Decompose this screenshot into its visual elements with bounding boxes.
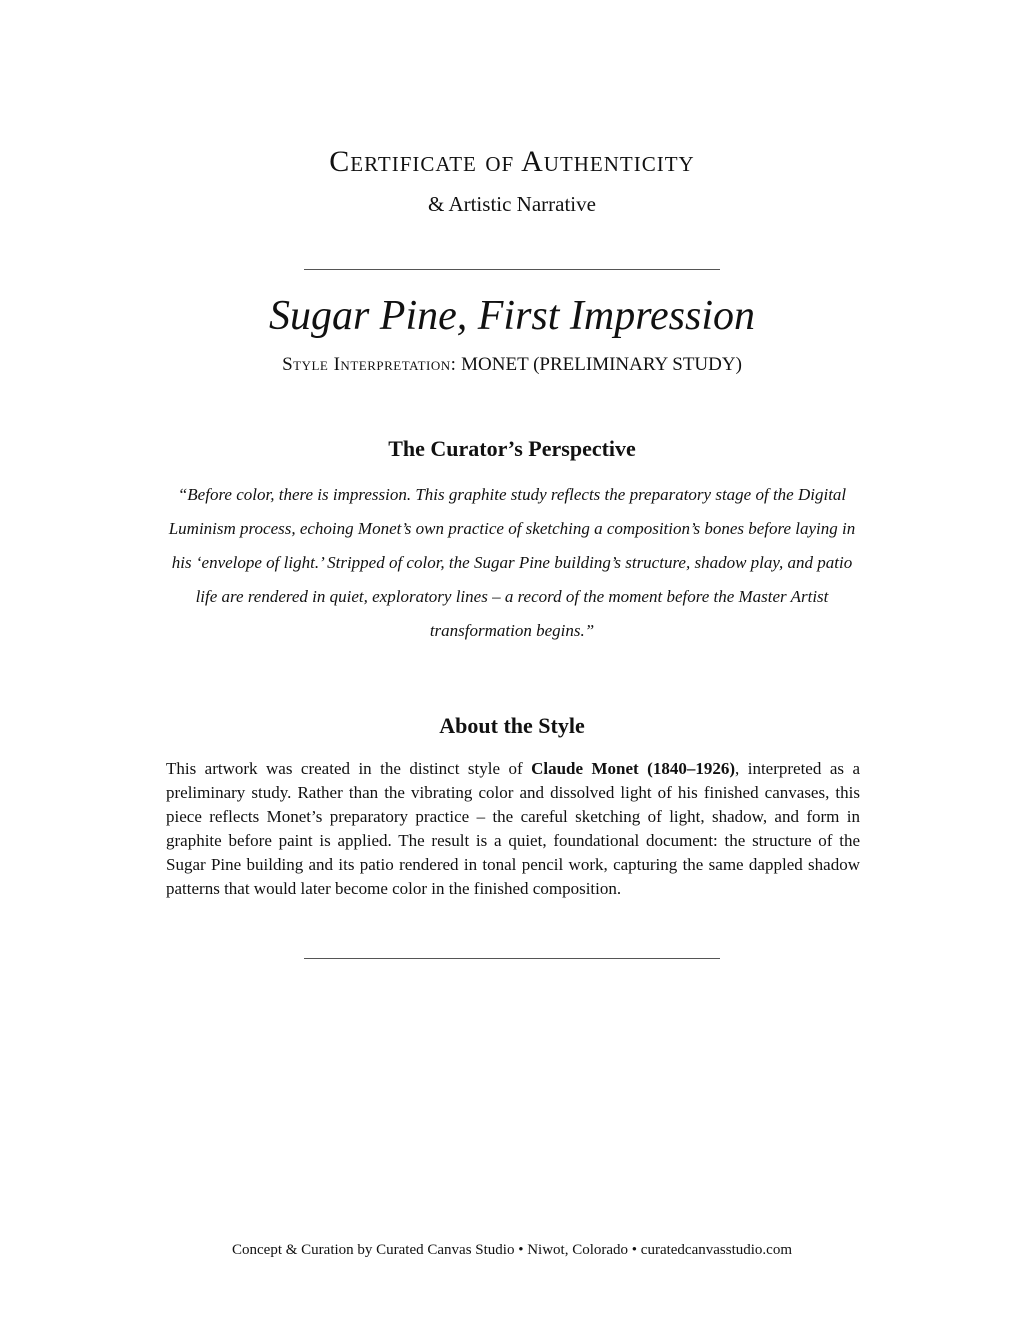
curator-heading: The Curator’s Perspective	[388, 436, 636, 461]
about-style-heading: About the Style	[439, 713, 585, 738]
bottom-divider	[304, 958, 720, 959]
artist-name: Claude Monet (1840–1926)	[531, 759, 736, 778]
style-interpretation	[0, 352, 1024, 378]
certificate-subtitle: & Artistic Narrative	[428, 192, 596, 216]
footer-credits: Concept & Curation by Curated Canvas Studio • Niwot, Colorado • curatedcanvasstudio.com	[232, 1242, 792, 1258]
style-interpretation-value: MONET (PRELIMINARY STUDY)	[461, 354, 742, 375]
curator-quote: “Before color, there is impression. This graphite study reflects the preparatory stage of the Digital Luminism process, echoing Monet’s own practice of sketching a composition’s bones before laying in his ‘envelope of light.’ Stripped of color, the Sugar Pine building’s structure, shadow play, and patio life are rendered in quiet, exploratory lines – a record of the moment before the Master Artist transformation begins.”	[168, 485, 856, 640]
about-style-text	[166, 757, 860, 901]
style-interpretation-label: Style Interpretation:	[282, 354, 457, 375]
top-divider	[304, 269, 720, 270]
certificate-title: Certificate of Authenticity	[329, 145, 695, 178]
about-intro: This artwork was created in the distinct style of	[166, 759, 532, 778]
artwork-title: Sugar Pine, First Impression	[268, 293, 756, 339]
about-body: , interpreted as a preliminary study. Rather than the vibrating color and dissolved light of his finished canvases, this piece reflects Monet’s preparatory practice – the careful sketching of light, shadow, and form in graphite before paint is applied. The result is a quiet, foundational document: the structure of the Sugar Pine building and its patio rendered in tonal pencil work, capturing the same dappled shadow patterns that would later become color in the finished composition.	[166, 759, 860, 898]
